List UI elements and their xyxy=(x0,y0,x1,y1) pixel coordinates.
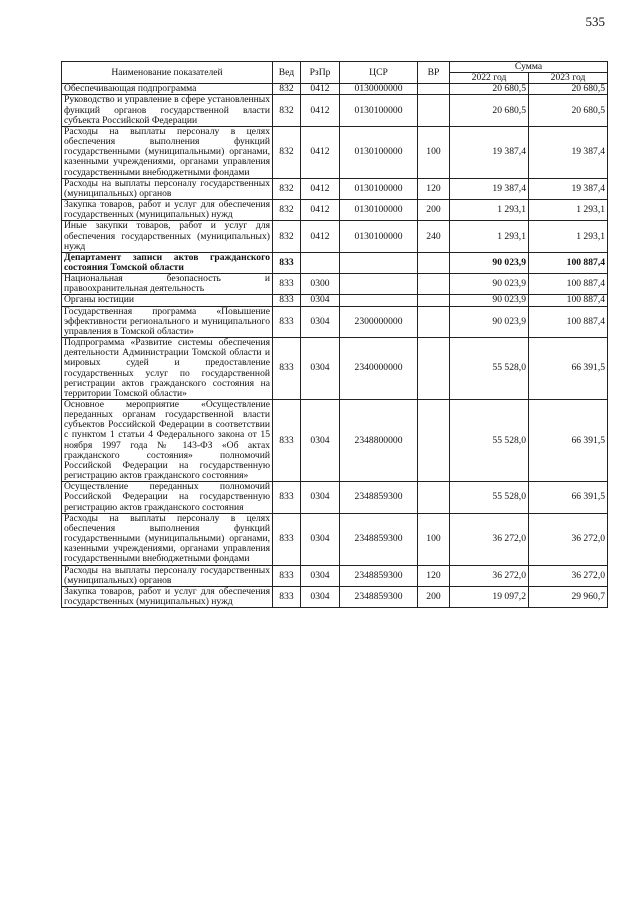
row-csr-cell: 0130000000 xyxy=(340,84,418,95)
row-2022-amount-cell: 19 097,2 xyxy=(450,586,529,607)
row-2023-amount-cell: 66 391,5 xyxy=(529,400,608,482)
row-2023-amount-cell: 66 391,5 xyxy=(529,338,608,400)
header-name: Наименование показателей xyxy=(62,62,273,84)
row-ved-cell: 832 xyxy=(273,126,301,178)
row-vr-cell: 100 xyxy=(418,513,450,565)
row-ved-cell: 833 xyxy=(273,400,301,482)
table-row xyxy=(62,178,608,199)
row-ved-cell: 832 xyxy=(273,178,301,199)
row-csr-cell: 0130100000 xyxy=(340,178,418,199)
row-2023-amount-cell: 1 293,1 xyxy=(529,200,608,221)
row-rzpr-cell: 0304 xyxy=(301,400,340,482)
row-csr-cell: 0130100000 xyxy=(340,126,418,178)
row-ved-cell: 832 xyxy=(273,95,301,126)
row-csr-cell: 0130100000 xyxy=(340,200,418,221)
table-row xyxy=(62,252,608,273)
row-ved-cell: 832 xyxy=(273,84,301,95)
row-2023-amount-cell: 20 680,5 xyxy=(529,95,608,126)
row-name-cell: Руководство и управление в сфере установленных функций органов государственной власти субъекта Российской Федерации xyxy=(62,95,273,126)
row-ved-cell: 833 xyxy=(273,306,301,337)
row-2022-amount-cell: 90 023,9 xyxy=(450,306,529,337)
row-2022-amount-cell: 36 272,0 xyxy=(450,513,529,565)
row-name-cell: Расходы на выплаты персоналу в целях обеспечения выполнения функций государственными (муниципальными) органами, казенными учреждениями, органами управления государственными внебюджетными фондами xyxy=(62,126,273,178)
header-ved: Вед xyxy=(273,62,301,84)
row-ved-cell: 833 xyxy=(273,565,301,586)
row-vr-cell xyxy=(418,274,450,295)
row-2022-amount-cell: 20 680,5 xyxy=(450,95,529,126)
row-name-cell: Расходы на выплаты персоналу государственных (муниципальных) органов xyxy=(62,565,273,586)
row-ved-cell: 833 xyxy=(273,586,301,607)
row-rzpr-cell: 0300 xyxy=(301,274,340,295)
table-row xyxy=(62,338,608,400)
row-ved-cell: 832 xyxy=(273,221,301,252)
row-rzpr-cell xyxy=(301,252,340,273)
row-rzpr-cell: 0304 xyxy=(301,565,340,586)
row-ved-cell: 833 xyxy=(273,252,301,273)
row-2023-amount-cell: 29 960,7 xyxy=(529,586,608,607)
row-name-cell: Департамент записи актов гражданского состояния Томской области xyxy=(62,252,273,273)
row-vr-cell xyxy=(418,252,450,273)
row-csr-cell: 2348859300 xyxy=(340,513,418,565)
table-row xyxy=(62,400,608,482)
row-csr-cell: 0130100000 xyxy=(340,221,418,252)
row-name-cell: Иные закупки товаров, работ и услуг для обеспечения государственных (муниципальных) нужд xyxy=(62,221,273,252)
row-vr-cell xyxy=(418,295,450,306)
row-2023-amount-cell: 36 272,0 xyxy=(529,513,608,565)
row-vr-cell xyxy=(418,95,450,126)
header-sum: Сумма xyxy=(450,62,608,73)
row-ved-cell: 832 xyxy=(273,200,301,221)
table-row xyxy=(62,274,608,295)
row-ved-cell: 833 xyxy=(273,274,301,295)
row-vr-cell xyxy=(418,338,450,400)
row-name-cell: Подпрограмма «Развитие системы обеспечения деятельности Администрации Томской области и мировых судей и предоставление государственных услуг по государственной регистрации актов гражданского состояния на территории Томской области» xyxy=(62,338,273,400)
row-name-cell: Обеспечивающая подпрограмма xyxy=(62,84,273,95)
row-rzpr-cell: 0412 xyxy=(301,221,340,252)
row-vr-cell xyxy=(418,482,450,513)
row-csr-cell: 2348859300 xyxy=(340,565,418,586)
row-name-cell: Государственная программа «Повышение эффективности регионального и муниципального управления в Томской области» xyxy=(62,306,273,337)
row-name-cell: Закупка товаров, работ и услуг для обеспечения государственных (муниципальных) нужд xyxy=(62,200,273,221)
row-vr-cell: 240 xyxy=(418,221,450,252)
row-2022-amount-cell: 1 293,1 xyxy=(450,221,529,252)
row-rzpr-cell: 0304 xyxy=(301,295,340,306)
row-2022-amount-cell: 55 528,0 xyxy=(450,400,529,482)
row-2022-amount-cell: 90 023,9 xyxy=(450,252,529,273)
row-2022-amount-cell: 20 680,5 xyxy=(450,84,529,95)
row-name-cell: Закупка товаров, работ и услуг для обеспечения государственных (муниципальных) нужд xyxy=(62,586,273,607)
row-rzpr-cell: 0304 xyxy=(301,513,340,565)
table-row xyxy=(62,586,608,607)
row-ved-cell: 833 xyxy=(273,295,301,306)
row-2023-amount-cell: 100 887,4 xyxy=(529,252,608,273)
page-number: 535 xyxy=(585,14,605,29)
row-2022-amount-cell: 55 528,0 xyxy=(450,338,529,400)
row-csr-cell xyxy=(340,295,418,306)
row-rzpr-cell: 0412 xyxy=(301,178,340,199)
row-name-cell: Расходы на выплаты персоналу в целях обеспечения выполнения функций государственными (муниципальными) органами, казенными учреждениями, органами управления государственными внебюджетными фондами xyxy=(62,513,273,565)
row-rzpr-cell: 0304 xyxy=(301,306,340,337)
row-name-cell: Органы юстиции xyxy=(62,295,273,306)
row-rzpr-cell: 0412 xyxy=(301,200,340,221)
row-name-cell: Основное мероприятие «Осуществление переданных органам государственной власти субъектов Российской Федерации в соответствии с пунктом 1 статьи 4 Федерального закона от 15 ноября 1997 года № 143-ФЗ «Об актах гражданского состояния» полномочий Российской Федерации на государственную регистрацию актов гражданского состояния» xyxy=(62,400,273,482)
row-vr-cell xyxy=(418,84,450,95)
table-row xyxy=(62,513,608,565)
row-rzpr-cell: 0412 xyxy=(301,126,340,178)
row-2022-amount-cell: 36 272,0 xyxy=(450,565,529,586)
budget-table xyxy=(61,61,608,608)
row-csr-cell xyxy=(340,274,418,295)
table-row xyxy=(62,565,608,586)
row-2023-amount-cell: 100 887,4 xyxy=(529,306,608,337)
row-2022-amount-cell: 90 023,9 xyxy=(450,295,529,306)
row-rzpr-cell: 0412 xyxy=(301,84,340,95)
table-row xyxy=(62,84,608,95)
row-rzpr-cell: 0304 xyxy=(301,338,340,400)
table-row xyxy=(62,200,608,221)
row-vr-cell: 200 xyxy=(418,586,450,607)
row-csr-cell: 2300000000 xyxy=(340,306,418,337)
row-2023-amount-cell: 20 680,5 xyxy=(529,84,608,95)
row-2023-amount-cell: 100 887,4 xyxy=(529,274,608,295)
row-rzpr-cell: 0304 xyxy=(301,586,340,607)
row-rzpr-cell: 0304 xyxy=(301,482,340,513)
row-ved-cell: 833 xyxy=(273,338,301,400)
table-body xyxy=(62,84,608,608)
row-vr-cell: 120 xyxy=(418,178,450,199)
table-header xyxy=(62,62,608,84)
row-csr-cell: 2348859300 xyxy=(340,482,418,513)
row-ved-cell: 833 xyxy=(273,513,301,565)
row-vr-cell xyxy=(418,306,450,337)
header-csr: ЦСР xyxy=(340,62,418,84)
table-row xyxy=(62,221,608,252)
row-name-cell: Расходы на выплаты персоналу государственных (муниципальных) органов xyxy=(62,178,273,199)
row-vr-cell: 120 xyxy=(418,565,450,586)
table-row xyxy=(62,95,608,126)
header-rzpr: РзПр xyxy=(301,62,340,84)
row-2022-amount-cell: 55 528,0 xyxy=(450,482,529,513)
table-row xyxy=(62,306,608,337)
row-2022-amount-cell: 1 293,1 xyxy=(450,200,529,221)
row-rzpr-cell: 0412 xyxy=(301,95,340,126)
header-year-2023: 2023 год xyxy=(529,73,608,84)
row-2022-amount-cell: 90 023,9 xyxy=(450,274,529,295)
row-csr-cell xyxy=(340,252,418,273)
row-2023-amount-cell: 36 272,0 xyxy=(529,565,608,586)
row-ved-cell: 833 xyxy=(273,482,301,513)
row-2023-amount-cell: 19 387,4 xyxy=(529,178,608,199)
row-2023-amount-cell: 100 887,4 xyxy=(529,295,608,306)
table-row xyxy=(62,295,608,306)
header-vr: ВР xyxy=(418,62,450,84)
row-vr-cell xyxy=(418,400,450,482)
row-vr-cell: 100 xyxy=(418,126,450,178)
table-row xyxy=(62,126,608,178)
row-vr-cell: 200 xyxy=(418,200,450,221)
table-row xyxy=(62,482,608,513)
row-2023-amount-cell: 1 293,1 xyxy=(529,221,608,252)
row-name-cell: Национальная безопасность и правоохранительная деятельность xyxy=(62,274,273,295)
row-name-cell: Осуществление переданных полномочий Российской Федерации на государственную регистрацию актов гражданского состояния xyxy=(62,482,273,513)
row-csr-cell: 2340000000 xyxy=(340,338,418,400)
row-2022-amount-cell: 19 387,4 xyxy=(450,178,529,199)
row-csr-cell: 2348800000 xyxy=(340,400,418,482)
row-2023-amount-cell: 66 391,5 xyxy=(529,482,608,513)
row-csr-cell: 0130100000 xyxy=(340,95,418,126)
row-2023-amount-cell: 19 387,4 xyxy=(529,126,608,178)
header-year-2022: 2022 год xyxy=(450,73,529,84)
row-csr-cell: 2348859300 xyxy=(340,586,418,607)
row-2022-amount-cell: 19 387,4 xyxy=(450,126,529,178)
